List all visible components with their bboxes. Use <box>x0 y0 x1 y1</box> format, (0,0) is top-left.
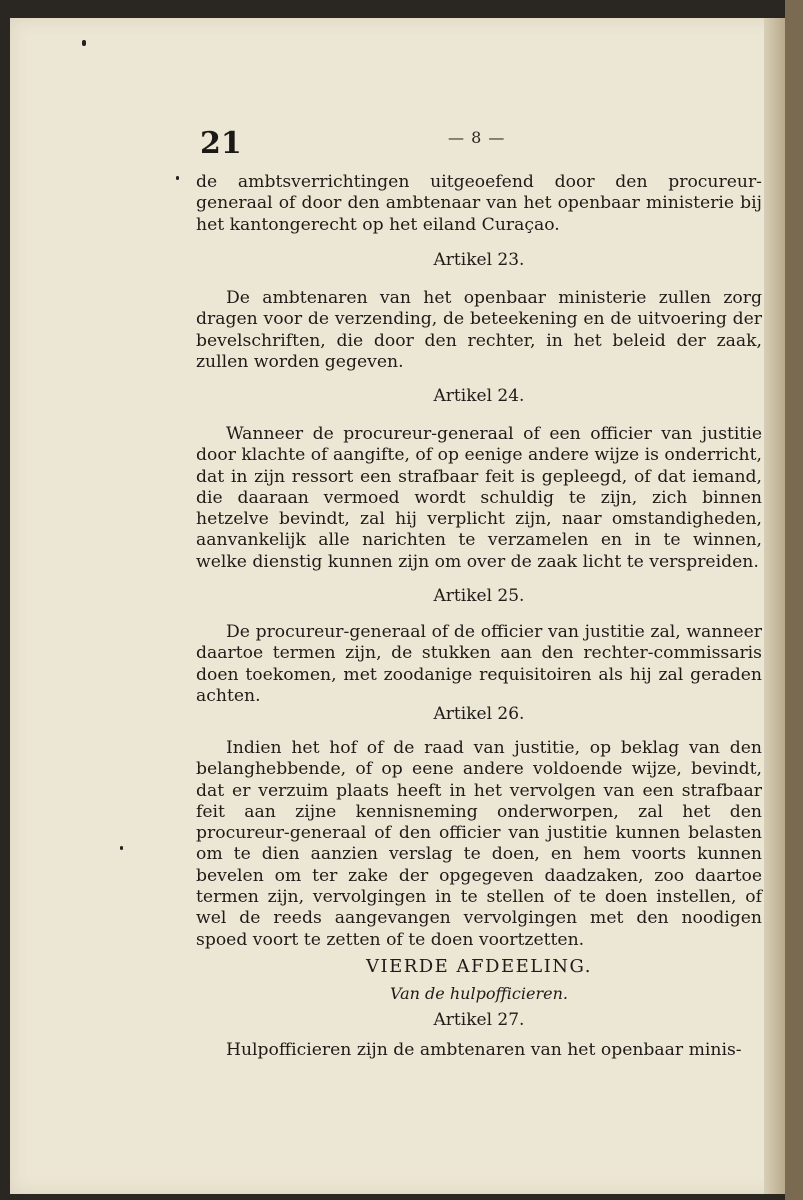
article-25-text: De procureur-generaal of de officier van justitie zal, wanneer daartoe termen zijn, de stukken aan den rechter-commissaris doen toekomen, met zoodanige requisitoiren als hij zal geraden achten. <box>196 622 762 706</box>
text-block-art24 <box>196 424 762 573</box>
text-block-intro <box>196 172 762 236</box>
article-26-text: Indien het hof of de raad van justitie, op beklag van den belanghebbende, of op eene andere voldoende wijze, bevindt, dat er verzuim plaats heeft in het vervolgen van een strafbaar feit aan zijne kennisneming onderworpen, zal het den procureur-generaal of den officier van justitie kunnen belasten om te dien aanzien verslag te doen, en hem voorts kunnen bevelen om ter zake der opgegeven daadzaken, zoo daartoe termen zijn, vervolgingen in te stellen of te doen instellen, of wel de reeds aangevangen vervolgingen met den noodigen spoed voort te zetten of te doen voortzetten. <box>196 738 762 950</box>
article-25-heading: Artikel 25. <box>433 586 525 606</box>
ink-speck <box>82 40 86 46</box>
article-24-heading: Artikel 24. <box>433 386 525 406</box>
page-number-left: 21 <box>200 126 242 161</box>
text-block-art27 <box>196 1040 762 1061</box>
article-23-heading: Artikel 23. <box>433 250 525 270</box>
article-24-text: Wanneer de procureur-generaal of een officier van justitie door klachte of aangifte, of op eenige andere wijze is onderricht, dat in zijn ressort een strafbaar feit is gepleegd, of dat iemand, die daaraan vermoed wordt schuldig te zijn, zich binnen hetzelve bevindt, zal hij verplicht zijn, naar omstandigheden, aanvankelijk alle narichten te verzamelen en in te winnen, welke dienstig kunnen zijn om over de zaak licht te verspreiden. <box>196 424 762 572</box>
section-title: VIERDE AFDEELING. <box>365 956 593 977</box>
article-27-text: Hulpofficieren zijn de ambtenaren van het openbaar minis- <box>226 1040 742 1060</box>
article-26-heading: Artikel 26. <box>433 704 525 724</box>
text-block-art23 <box>196 288 762 373</box>
text-block-art26 <box>196 738 762 951</box>
article-27-heading: Artikel 27. <box>433 1010 525 1030</box>
paragraph-continuation: de ambtsverrichtingen uitgeoefend door den procureur-generaal of door den ambtenaar van het openbaar ministerie bij het kantongerecht op het eiland Curaçao. <box>196 172 762 235</box>
ink-speck <box>176 176 179 180</box>
text-block-art25 <box>196 622 762 707</box>
page-number-center: — 8 — <box>448 128 506 147</box>
page-edge <box>785 0 803 1200</box>
ink-speck <box>120 846 123 850</box>
section-subtitle: Van de hulpofficieren. <box>390 984 568 1003</box>
page-fold-shadow <box>764 18 785 1194</box>
article-23-text: De ambtenaren van het openbaar ministerie zullen zorg dragen voor de verzending, de beteekening en de uitvoering der bevelschriften, die door den rechter, in het beleid der zaak, zullen worden gegeven. <box>196 288 762 372</box>
